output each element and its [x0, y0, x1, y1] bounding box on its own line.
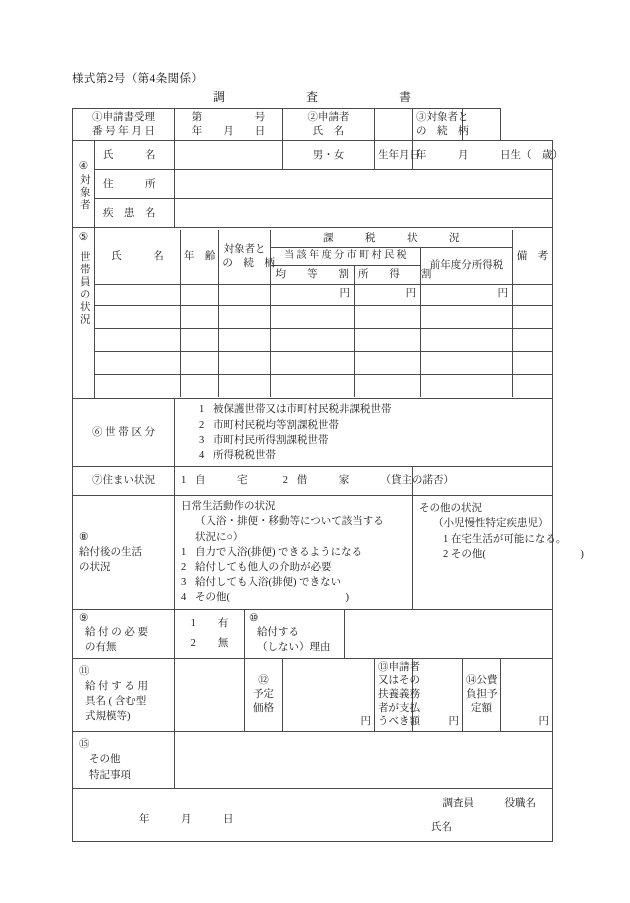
row-post-grant-life: [73, 496, 553, 610]
label-subject-address: [95, 170, 175, 199]
household-table: [95, 230, 552, 397]
label-post-grant-line1: 給付後の生活: [79, 546, 142, 558]
household-category-option[interactable]: 3 市町村民所得割課税世帯: [199, 434, 329, 446]
marker-5: ⑤: [78, 232, 89, 244]
field-grant-necessity-options[interactable]: [175, 609, 245, 658]
label-subject-name-text: 氏 名: [103, 149, 156, 161]
label-relation-line1: ③対象者と: [416, 112, 469, 123]
marker-9: ⑨: [79, 612, 89, 624]
household-header-band1: [95, 230, 552, 248]
marker-13: ⑬申請者: [378, 661, 421, 673]
adl-option[interactable]: 1 自力で入浴(排便) できるようになる: [181, 546, 363, 558]
field-equipment-name[interactable]: [175, 658, 245, 731]
field-applicant-name[interactable]: [375, 109, 413, 141]
household-cell-income-levy[interactable]: 円: [354, 284, 420, 305]
form-number: 様式第2号（第4条関係）: [72, 73, 204, 85]
title-char-1: 調: [212, 90, 225, 104]
necessity-option-2[interactable]: 2 無: [190, 637, 229, 649]
label-post-grant-life: [73, 496, 175, 610]
label-subject-disease: [95, 199, 175, 228]
row-subject-address: [73, 170, 553, 199]
footer-position-label: 役職名: [504, 797, 537, 809]
field-subject-disease[interactable]: [175, 199, 553, 228]
label-price-line1: 予定: [253, 688, 274, 700]
row-application-receipt: [73, 109, 553, 141]
marker-12: ⑫: [258, 674, 269, 686]
household-header-prev-income-tax: 前年度分所得税: [421, 248, 513, 284]
other-status-option[interactable]: 2 その他( ): [443, 548, 584, 560]
household-row: [95, 284, 552, 305]
footer-investigator-label: 調査員: [442, 797, 475, 809]
household-cell-age[interactable]: [180, 374, 218, 397]
household-cell-age[interactable]: [180, 284, 218, 305]
label-applicant-name: [283, 109, 375, 141]
household-cell-relation[interactable]: [219, 351, 270, 374]
label-reason-line1: 給付する: [257, 627, 299, 639]
household-header-relation: 対象者と の 続 柄: [219, 230, 270, 284]
label-equipment-line2: 具名 ( 含む型: [85, 695, 147, 707]
household-cell-prev-income-tax[interactable]: [421, 374, 513, 397]
household-cell-age[interactable]: [180, 305, 218, 328]
household-cell-name[interactable]: [95, 351, 180, 374]
household-header-income-levy: 所 得 割: [354, 266, 420, 284]
adl-heading: 日常生活動作の状況: [181, 501, 276, 513]
household-category-option[interactable]: 4 所得税税世帯: [199, 449, 276, 461]
housing-option-2[interactable]: 2 借 家: [282, 475, 350, 487]
label-equipment-line1: 給 付 す る 用: [85, 681, 148, 693]
household-cell-relation[interactable]: [219, 284, 270, 305]
label-relation-line2: の 続 柄: [416, 125, 469, 137]
marker-14: ⑭公費: [466, 674, 498, 686]
household-row: [95, 328, 552, 351]
field-receipt-number[interactable]: [175, 109, 283, 141]
row-footer: [73, 788, 553, 841]
footer-date[interactable]: 年 月 日: [139, 813, 234, 825]
necessity-option-1[interactable]: 1 有: [190, 617, 229, 629]
label-applicant-line2: 氏 名: [312, 125, 345, 137]
household-cell-income-levy[interactable]: [354, 305, 420, 328]
marker-11: ⑪: [79, 666, 90, 678]
title-char-3: 書: [399, 90, 412, 104]
adl-option[interactable]: 3 給付しても入浴(排便) できない: [181, 577, 342, 589]
receipt-date-text: 年 月 日: [191, 125, 266, 137]
marker-10: ⑩: [249, 612, 259, 624]
household-cell-remarks[interactable]: [512, 328, 552, 351]
label-application-receipt: [73, 109, 175, 141]
household-cell-name[interactable]: [95, 305, 180, 328]
household-header-per-capita: 均 等 割: [270, 266, 354, 284]
label-reason-line2: （しない）理由: [257, 642, 331, 654]
marker-8: ⑧: [79, 531, 89, 543]
household-cell-remarks[interactable]: [512, 374, 552, 397]
row-household-status: [73, 228, 553, 399]
subsidy-unit: 円: [538, 715, 550, 727]
title-char-2: 査: [305, 90, 318, 104]
field-household-category[interactable]: [175, 399, 553, 467]
label-subject-birthdate: [375, 141, 421, 170]
label-remarks-line1: その他: [89, 754, 121, 766]
household-cell-income-levy[interactable]: [354, 374, 420, 397]
adl-option[interactable]: 4 その他( ): [181, 592, 349, 604]
field-subject-name[interactable]: [175, 141, 283, 170]
household-cell-income-levy[interactable]: [354, 328, 420, 351]
footer-name-label: 氏名: [431, 821, 453, 833]
label-post-grant-line2: の状況: [79, 562, 111, 574]
marker-15: ⑮: [79, 739, 90, 751]
household-category-option[interactable]: 2 市町村民税均等割課税世帯: [199, 419, 339, 431]
label-equipment-name: [73, 658, 175, 731]
household-cell-remarks[interactable]: [512, 305, 552, 328]
household-cell-per-capita[interactable]: [270, 328, 354, 351]
field-other-remarks[interactable]: [175, 731, 553, 788]
field-payer-amount[interactable]: [413, 658, 463, 731]
label-gender-text: 男・女: [312, 149, 345, 161]
label-housing-status: ⑦住まい状況: [73, 467, 175, 496]
household-cell-age[interactable]: [180, 328, 218, 351]
household-cell-name[interactable]: [95, 284, 180, 305]
field-expected-price[interactable]: [283, 658, 375, 731]
field-subject-gender[interactable]: [283, 141, 375, 170]
label-expected-price: [245, 658, 283, 731]
row-subject-disease: [73, 199, 553, 228]
label-household-vertical: [73, 228, 95, 399]
household-header-municipal-tax: 当 該 年 度 分 市 町 村 民 税: [270, 248, 421, 266]
row-housing-status: [73, 467, 553, 496]
label-payer-amount: ⑬申請者 又はその 扶養義務 者が支払 うべき額: [375, 658, 413, 731]
label-price-line2: 価格: [253, 702, 274, 714]
household-cell-relation[interactable]: [219, 328, 270, 351]
label-household-text: 世帯員の状況: [78, 250, 90, 326]
household-cell-per-capita[interactable]: 円: [270, 284, 354, 305]
field-adl-status[interactable]: [175, 496, 413, 610]
household-header-age: 年 齢: [180, 230, 218, 284]
label-remarks-line2: 特記事項: [89, 769, 131, 781]
adl-sub1: （入浴・排便・移動等について該当する: [195, 516, 384, 528]
field-other-status[interactable]: [413, 496, 584, 610]
household-cell-prev-income-tax[interactable]: [421, 328, 513, 351]
marker-4: ④: [78, 161, 89, 173]
page-title: [72, 88, 552, 105]
household-cell-name[interactable]: [95, 328, 180, 351]
footer-container: [73, 788, 553, 841]
field-birthdate-text: 年 月 日生（ 歳）: [416, 149, 564, 161]
field-grant-reason[interactable]: [345, 609, 553, 658]
household-cell-prev-income-tax[interactable]: [421, 351, 513, 374]
row-household-category: [73, 399, 553, 467]
row-other-remarks: [73, 731, 553, 788]
label-relation-to-subject: [413, 109, 469, 141]
survey-form-table: [72, 108, 584, 842]
row-subject-name: [73, 141, 553, 170]
household-cell-prev-income-tax[interactable]: 円: [421, 284, 513, 305]
housing-option-1[interactable]: 1 自 宅: [181, 475, 248, 487]
label-subject-disease-text: 疾 患 名: [103, 207, 156, 219]
household-category-option[interactable]: 1 被保護世帯又は市町村民税非課税世帯: [199, 404, 392, 416]
label-necessity-line1: 給 付 の 必 要: [85, 627, 148, 639]
other-status-sub: （小児慢性特定疾患児）: [433, 518, 549, 530]
household-header-name: 氏 名: [95, 230, 180, 284]
label-birthdate-text: 生年月日: [378, 149, 421, 161]
household-header-tax-status: 課 税 状 況: [270, 230, 512, 248]
household-row: [95, 351, 552, 374]
field-subsidy-amount[interactable]: [501, 658, 553, 731]
household-cell-relation[interactable]: [219, 374, 270, 397]
label-application-receipt-line2: 番 号 年 月 日: [92, 125, 155, 137]
adl-sub2: 状況に○）: [195, 531, 244, 543]
label-other-remarks: [73, 731, 175, 788]
housing-consent-note: （貸主の諾否）: [380, 475, 454, 487]
label-subject-name: [95, 141, 175, 170]
household-row: [95, 305, 552, 328]
label-subject-address-text: 住 所: [103, 178, 156, 190]
household-cell-age[interactable]: [180, 351, 218, 374]
price-unit: 円: [360, 715, 372, 727]
label-subject-vertical: [73, 141, 95, 228]
household-cell-per-capita[interactable]: [270, 374, 354, 397]
household-cell-name[interactable]: [95, 374, 180, 397]
label-application-receipt-line1: ①申請書受理: [92, 112, 155, 123]
household-cell-per-capita[interactable]: [270, 351, 354, 374]
household-cell-income-levy[interactable]: [354, 351, 420, 374]
household-row: [95, 374, 552, 397]
household-cell-relation[interactable]: [219, 305, 270, 328]
label-household-category: ⑥ 世 帯 区 分: [73, 399, 175, 467]
household-header-remarks: 備 考: [512, 230, 552, 284]
label-applicant-line1: ②申請者: [307, 112, 350, 123]
row-grant-necessity: [73, 609, 553, 658]
label-necessity-line2: の有無: [85, 642, 117, 654]
adl-option[interactable]: 2 給付しても他人の介助が必要: [181, 562, 332, 574]
payer-unit: 円: [448, 715, 460, 727]
label-subsidy-amount: ⑭公費 負担予 定額: [463, 658, 501, 731]
label-subject-text: 対象者: [78, 173, 90, 212]
household-table-container: [95, 228, 553, 399]
field-subject-birthdate[interactable]: [413, 141, 564, 170]
household-cell-remarks[interactable]: [512, 284, 552, 305]
label-grant-reason: [245, 609, 345, 658]
label-equipment-line3: 式規模等): [85, 710, 131, 722]
household-cell-per-capita[interactable]: [270, 305, 354, 328]
field-housing-status[interactable]: [175, 467, 454, 496]
household-cell-remarks[interactable]: [512, 351, 552, 374]
field-subject-address[interactable]: [175, 170, 553, 199]
label-grant-necessity: [73, 609, 175, 658]
other-status-heading: その他の状況: [419, 503, 483, 515]
household-cell-prev-income-tax[interactable]: [421, 305, 513, 328]
row-equipment: [73, 658, 553, 731]
receipt-number-text: 第 号: [191, 112, 266, 123]
other-status-option[interactable]: 1 在宅生活が可能になる。: [443, 533, 567, 545]
